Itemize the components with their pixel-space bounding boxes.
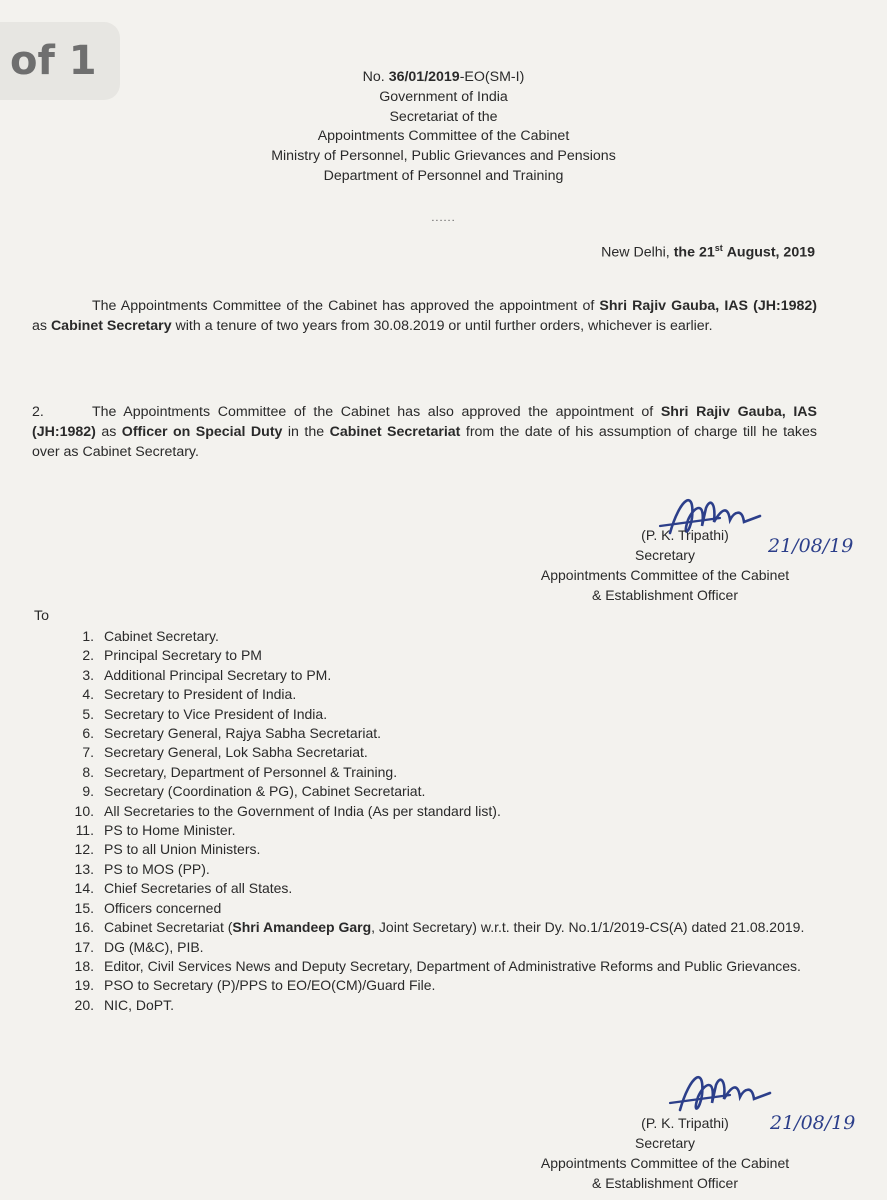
list-item: 15. Officers concerned xyxy=(74,899,222,916)
signatory-name: (P. K. Tripathi) xyxy=(641,1115,729,1131)
header-line: Ministry of Personnel, Public Grievances and Pensions xyxy=(271,148,616,165)
signature-block xyxy=(500,525,830,605)
signature-date: 21/08/19 xyxy=(770,1112,856,1134)
signatory-org-2: & Establishment Officer xyxy=(591,1175,739,1191)
letter-date: New Delhi, the 21st August, 2019 xyxy=(601,243,815,261)
signatory-org-2: & Establishment Officer xyxy=(591,587,739,603)
paragraph-1: The Appointments Committee of the Cabinet has approved the appointment of Shri Rajiv Gauba, IAS (JH:1982) as Cabinet Secretary with a tenure of two years from 30.08.2019 or until further orders, whichever is earlier. xyxy=(32,298,817,335)
list-item: 6. Secretary General, Rajya Sabha Secretariat. xyxy=(82,725,382,742)
list-item: 18. Editor, Civil Services News and Deputy Secretary, Department of Administrative Reforms and Public Grievances. xyxy=(74,957,801,974)
list-item: 1. Cabinet Secretary. xyxy=(82,628,219,644)
list-item: 13. PS to MOS (PP). xyxy=(74,860,210,877)
recipients-to-label: To xyxy=(34,608,49,624)
list-item: 11. PS to Home Minister. xyxy=(75,822,236,839)
signatory-org-1: Appointments Committee of the Cabinet xyxy=(540,567,790,583)
header-line: Secretariat of the xyxy=(389,108,498,125)
header-separator: ...... xyxy=(431,212,456,224)
list-item: 4. Secretary to President of India. xyxy=(82,686,297,703)
list-item: 14. Chief Secretaries of all States. xyxy=(74,880,293,897)
signatory-title: Secretary xyxy=(635,1135,695,1151)
list-item: 9. Secretary (Coordination & PG), Cabinet Secretariat. xyxy=(82,783,426,800)
list-item: 17. DG (M&C), PIB. xyxy=(74,938,204,955)
header-line: Appointments Committee of the Cabinet xyxy=(317,128,570,145)
page-count-badge: of 1 xyxy=(0,22,120,100)
list-item: 7. Secretary General, Lok Sabha Secretariat. xyxy=(82,744,368,761)
signatory-title: Secretary xyxy=(635,547,695,563)
list-item: 3. Additional Principal Secretary to PM. xyxy=(82,666,332,683)
list-item: 8. Secretary, Department of Personnel & Training. xyxy=(82,763,398,780)
list-item: 5. Secretary to Vice President of India. xyxy=(82,705,328,722)
list-item: 2. Principal Secretary to PM xyxy=(82,647,262,664)
list-item: 19. PSO to Secretary (P)/PPS to EO/EO(CM)/Guard File. xyxy=(74,977,436,994)
list-item: 12. PS to all Union Ministers. xyxy=(74,841,261,858)
header-line: Government of India xyxy=(379,88,508,105)
signature-date: 21/08/19 xyxy=(768,535,854,557)
list-item: 16. Cabinet Secretariat (Shri Amandeep Garg, Joint Secretary) w.r.t. their Dy. No.1/1/2019-CS(A) dated 21.08.2019. xyxy=(74,919,805,936)
signature-block xyxy=(500,1113,830,1193)
letter-header xyxy=(0,68,887,187)
list-item: 20. NIC, DoPT. xyxy=(74,996,175,1013)
order-number: No. 36/01/2019-EO(SM-I) xyxy=(362,69,525,85)
header-line: Department of Personnel and Training xyxy=(323,167,564,184)
signatory-name: (P. K. Tripathi) xyxy=(641,527,729,543)
recipient-list xyxy=(58,627,828,1015)
signatory-org-1: Appointments Committee of the Cabinet xyxy=(540,1155,790,1171)
paragraph-2: 2. The Appointments Committee of the Cabinet has also approved the appointment of Shri Rajiv Gauba, IAS (JH:1982) as Officer on Special Duty in the Cabinet Secretariat from the date of his assumption of charge till he takes over as Cabinet Secretary. xyxy=(32,404,818,461)
list-item: 10. All Secretaries to the Government of India (As per standard list). xyxy=(74,802,501,819)
